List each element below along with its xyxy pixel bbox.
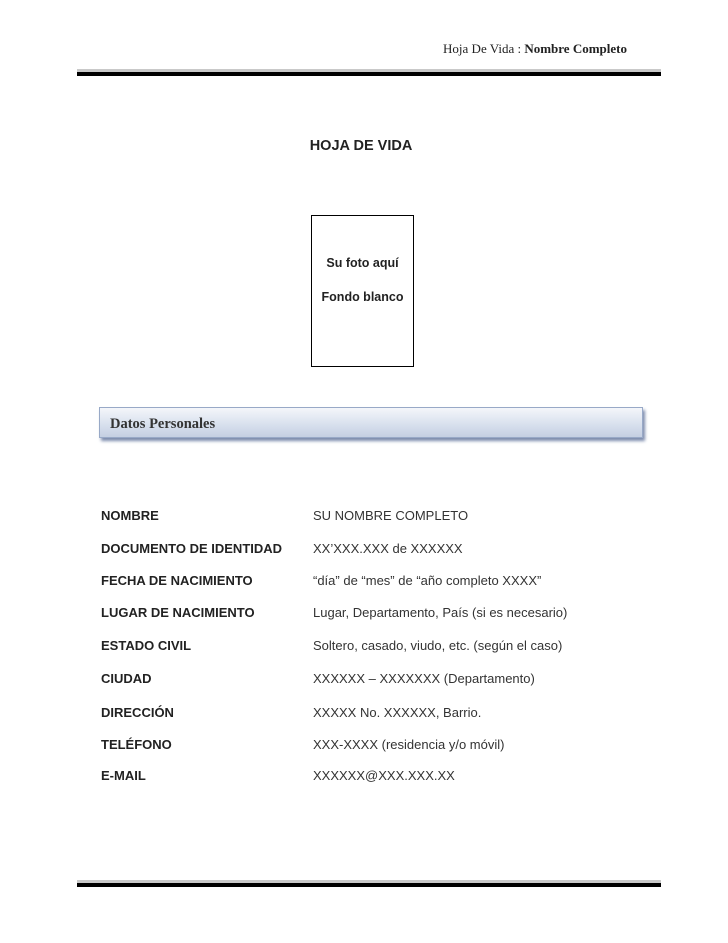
field-value: XXXXXX – XXXXXXX (Departamento) xyxy=(313,671,535,686)
field-label: NOMBRE xyxy=(101,508,159,523)
field-value: XX’XXX.XXX de XXXXXX xyxy=(313,541,463,556)
field-label: DIRECCIÓN xyxy=(101,705,174,720)
photo-placeholder xyxy=(311,215,414,367)
field-label: ESTADO CIVIL xyxy=(101,638,192,653)
field-row-lugar-nacimiento xyxy=(101,605,661,625)
field-value: SU NOMBRE COMPLETO xyxy=(313,508,469,523)
field-row-nombre xyxy=(101,508,661,528)
field-row-fecha-nacimiento xyxy=(101,573,661,593)
field-row-direccion xyxy=(101,705,661,725)
document-title xyxy=(0,138,728,154)
field-row-email xyxy=(101,768,661,788)
photo-line-1: Su foto aquí xyxy=(326,256,399,270)
field-label: CIUDAD xyxy=(101,671,152,686)
field-value: Lugar, Departamento, País (si es necesario) xyxy=(313,605,568,620)
page-header xyxy=(0,41,627,57)
field-label: FECHA DE NACIMIENTO xyxy=(101,573,253,588)
field-value: XXXXXX@XXX.XXX.XX xyxy=(313,768,455,783)
photo-line-2: Fondo blanco xyxy=(321,290,404,304)
document-title-text: HOJA DE VIDA xyxy=(309,138,413,154)
field-row-documento xyxy=(101,541,661,561)
header-name: Nombre Completo xyxy=(524,41,627,56)
field-row-estado-civil xyxy=(101,638,661,658)
field-label: DOCUMENTO DE IDENTIDAD xyxy=(101,541,283,556)
field-row-ciudad xyxy=(101,671,661,691)
field-value: Soltero, casado, viudo, etc. (según el caso) xyxy=(313,638,563,653)
field-row-telefono xyxy=(101,737,661,757)
footer-rule xyxy=(77,880,661,887)
section-header-datos-personales xyxy=(99,407,643,438)
header-rule xyxy=(77,69,661,76)
field-label: LUGAR DE NACIMIENTO xyxy=(101,605,255,620)
footer-rule-thick xyxy=(77,883,661,887)
header-prefix: Hoja De Vida : xyxy=(443,41,525,56)
field-label: TELÉFONO xyxy=(101,737,172,752)
section-title: Datos Personales xyxy=(110,416,216,432)
field-value: XXXXX No. XXXXXX, Barrio. xyxy=(313,705,482,720)
field-value: “día” de “mes” de “año completo XXXX” xyxy=(313,573,542,588)
field-value: XXX-XXXX (residencia y/o móvil) xyxy=(313,737,505,752)
header-rule-thick xyxy=(77,72,661,76)
field-label: E-MAIL xyxy=(101,768,146,783)
